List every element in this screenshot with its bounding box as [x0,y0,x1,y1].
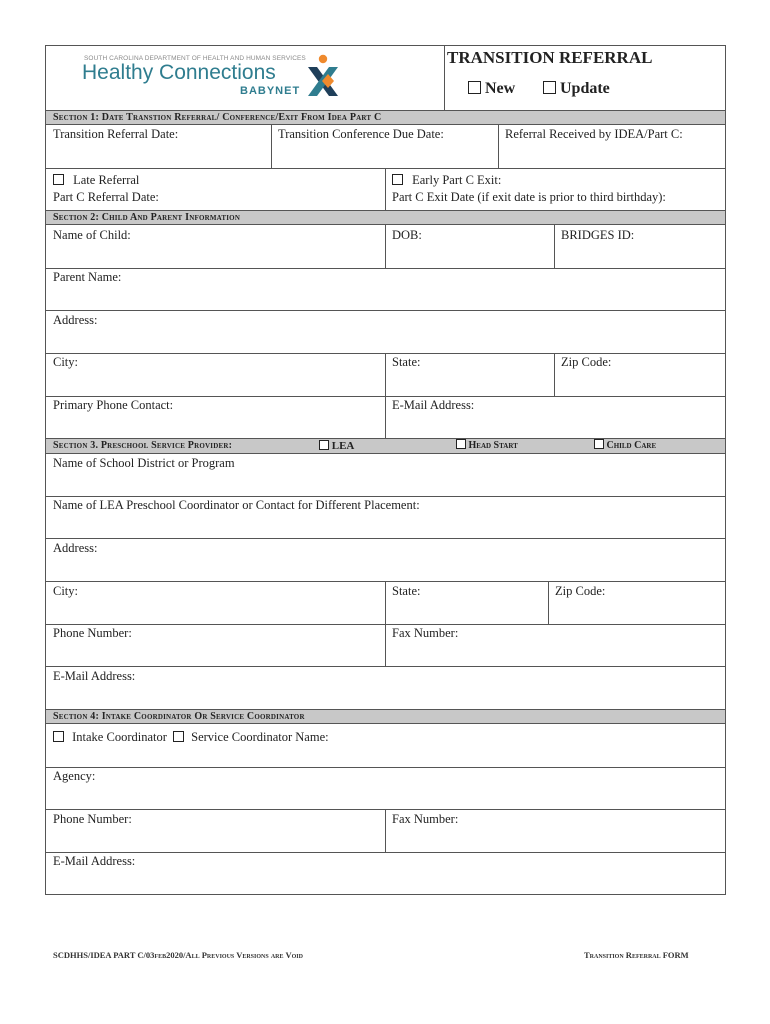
zip-label: Zip Code: [561,355,612,369]
s2-divider-1[interactable] [385,225,386,268]
late-referral-label: Late Referral [73,173,140,187]
s1-divider-2[interactable] [498,125,499,168]
s2-line-1 [46,268,725,269]
head-start-checkbox[interactable] [456,439,466,449]
s3-divider-1[interactable] [385,581,386,624]
bridges-id-label: BRIDGES ID: [561,228,635,242]
intake-checkbox[interactable] [53,731,64,742]
section4-heading: Section 4: Intake Coordinator Or Service Coordinator [53,711,305,722]
new-label: New [485,80,516,97]
s4-divider-1[interactable] [385,809,386,852]
logo-subtitle: BABYNET [240,85,301,97]
s3-fax-label: Fax Number: [392,626,459,640]
s1-divider-1[interactable] [271,125,272,168]
s3-line-2 [46,538,725,539]
late-referral-option[interactable] [53,173,139,187]
agency-name: SOUTH CAROLINA DEPARTMENT OF HEALTH AND HUMAN SERVICES [84,55,306,62]
conference-due-label: Transition Conference Due Date: [278,127,444,141]
section3-heading: Section 3. Preschool Service Provider: [53,440,233,451]
parent-name-label: Parent Name: [53,270,122,284]
s2-divider-2[interactable] [554,225,555,268]
s4-fax-label: Fax Number: [392,812,459,826]
s4-email-label: E-Mail Address: [53,854,136,868]
s2-divider-3[interactable] [385,353,386,396]
state-label: State: [392,355,421,369]
address-label: Address: [53,313,98,327]
dob-label: DOB: [392,228,422,242]
section2-heading: Section 2: Child And Parent Information [53,212,241,223]
intake-label: Intake Coordinator [72,730,167,744]
email-label: E-Mail Address: [392,398,475,412]
form-title: TRANSITION REFERRAL [447,48,653,67]
s3-line-5 [46,666,725,667]
header-divider [444,45,445,111]
child-care-option[interactable] [594,439,656,453]
s3-address-label: Address: [53,541,98,555]
footer-right: Transition Referral FORM [584,950,689,960]
s3-phone-label: Phone Number: [53,626,132,640]
update-checkbox[interactable] [543,81,556,94]
referral-date-label: Transition Referral Date: [53,127,179,141]
s1-divider-3[interactable] [385,168,386,210]
logo-mark-icon [303,52,343,100]
s3-email-label: E-Mail Address: [53,669,136,683]
new-option[interactable] [468,80,515,98]
agency-label: Agency: [53,769,96,783]
footer-left: SCDHHS/IDEA PART C/03feb2020/All Previous Versions are Void [53,950,303,960]
coordinator-label: Name of LEA Preschool Coordinator or Contact for Different Placement: [53,498,420,512]
s4-line-1 [46,767,725,768]
early-exit-checkbox[interactable] [392,174,403,185]
logo-title: Healthy Connections [82,61,276,84]
part-c-referral-date-label: Part C Referral Date: [53,190,159,204]
s4-line-3 [46,852,725,853]
s3-line-1 [46,496,725,497]
late-referral-checkbox[interactable] [53,174,64,185]
s4-phone-label: Phone Number: [53,812,132,826]
service-name-label: Service Coordinator Name: [191,730,329,744]
s3-divider-2[interactable] [548,581,549,624]
child-name-label: Name of Child: [53,228,131,242]
s2-divider-4[interactable] [554,353,555,396]
s2-divider-5[interactable] [385,396,386,438]
lea-checkbox[interactable] [319,440,329,450]
head-start-label: Head Start [468,440,518,451]
section1-heading: Section 1: Date Transtion Referral/ Conference/Exit From Idea Part C [53,112,382,123]
new-checkbox[interactable] [468,81,481,94]
intake-option[interactable] [53,730,329,744]
city-label: City: [53,355,79,369]
child-care-label: Child Care [606,440,657,451]
s3-divider-3[interactable] [385,624,386,666]
lea-label: LEA [331,440,355,452]
s3-state-label: State: [392,584,421,598]
received-by-label: Referral Received by IDEA/Part C: [505,127,683,141]
child-care-checkbox[interactable] [594,439,604,449]
lea-option[interactable] [319,439,354,453]
service-coordinator-checkbox[interactable] [173,731,184,742]
early-exit-option[interactable] [392,173,501,187]
s3-city-label: City: [53,584,79,598]
phone-label: Primary Phone Contact: [53,398,174,412]
s2-line-2 [46,310,725,311]
head-start-option[interactable] [456,439,518,453]
update-label: Update [560,80,610,97]
early-exit-label: Early Part C Exit: [412,173,502,187]
exit-date-label: Part C Exit Date (if exit date is prior to third birthday): [392,190,666,204]
update-option[interactable] [543,80,610,98]
s3-zip-label: Zip Code: [555,584,606,598]
district-label: Name of School District or Program [53,456,235,470]
